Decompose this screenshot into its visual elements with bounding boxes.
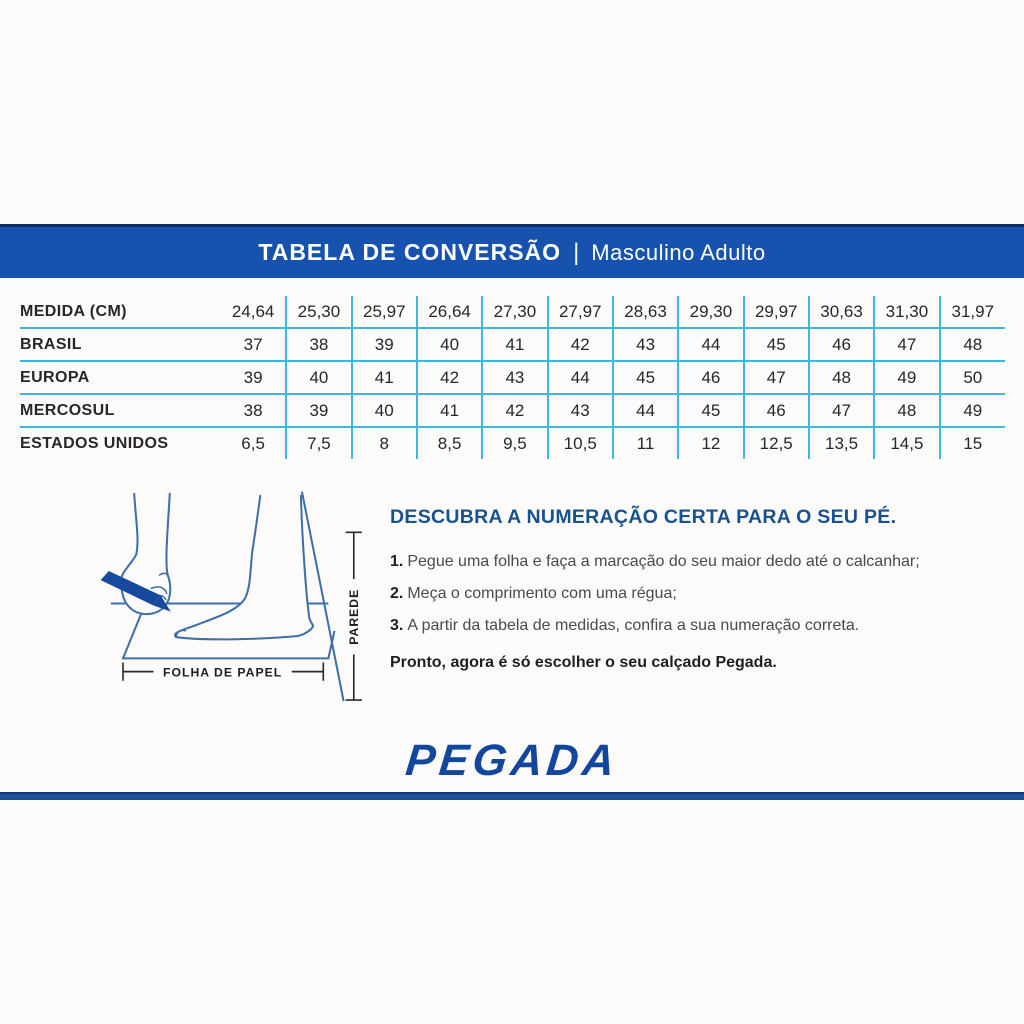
paper-label: FOLHA DE PAPEL: [163, 665, 283, 680]
banner-separator: |: [573, 238, 580, 266]
instruction-step-2: [390, 585, 980, 602]
row-label: EUROPA: [20, 361, 221, 394]
table-cell: 49: [874, 361, 939, 394]
table-cell: 46: [744, 394, 809, 427]
table-cell: 48: [874, 394, 939, 427]
table-cell: 31,97: [940, 296, 1005, 328]
row-label: MEDIDA (CM): [20, 296, 221, 328]
table-cell: 48: [940, 328, 1005, 361]
table-cell: 44: [548, 361, 613, 394]
table-cell: 24,64: [221, 296, 286, 328]
table-row: [20, 427, 1005, 459]
table-cell: 31,30: [874, 296, 939, 328]
table-cell: 42: [482, 394, 547, 427]
table-cell: 47: [744, 361, 809, 394]
table-cell: 39: [221, 361, 286, 394]
banner-subtitle: Masculino Adulto: [591, 239, 766, 265]
foot-measuring-illustration: [62, 483, 367, 723]
table-cell: 41: [482, 328, 547, 361]
table-cell: 43: [613, 328, 678, 361]
bottom-divider-bar: [0, 792, 1024, 800]
table-cell: 41: [417, 394, 482, 427]
table-cell: 39: [286, 394, 351, 427]
table-row: [20, 296, 1005, 328]
table-cell: 48: [809, 361, 874, 394]
table-row: [20, 394, 1005, 427]
table-cell: 11: [613, 427, 678, 459]
instruction-step-1: [390, 553, 980, 570]
table-cell: 8: [352, 427, 417, 459]
table-cell: 25,97: [352, 296, 417, 328]
table-cell: 43: [548, 394, 613, 427]
table-row: [20, 328, 1005, 361]
table-cell: 9,5: [482, 427, 547, 459]
table-cell: 40: [417, 328, 482, 361]
step-number: 1.: [390, 553, 404, 570]
table-cell: 49: [940, 394, 1005, 427]
table-cell: 38: [286, 328, 351, 361]
table-cell: 47: [809, 394, 874, 427]
table-cell: 45: [744, 328, 809, 361]
table-cell: 44: [678, 328, 743, 361]
row-label: BRASIL: [20, 328, 221, 361]
table-cell: 37: [221, 328, 286, 361]
instruction-step-3: [390, 617, 980, 634]
table-cell: 8,5: [417, 427, 482, 459]
table-cell: 27,30: [482, 296, 547, 328]
table-cell: 15: [940, 427, 1005, 459]
step-number: 3.: [390, 617, 404, 634]
table-cell: 6,5: [241, 433, 265, 453]
size-table-body: [20, 296, 1005, 459]
table-cell: 42: [417, 361, 482, 394]
wall-label: PAREDE: [346, 588, 361, 645]
table-cell: 38: [221, 394, 286, 427]
table-row: [20, 361, 1005, 394]
table-cell: 46: [809, 328, 874, 361]
table-cell: 40: [352, 394, 417, 427]
table-cell: 29,30: [678, 296, 743, 328]
size-conversion-table: [20, 296, 1005, 459]
table-cell: 50: [940, 361, 1005, 394]
table-cell: 12,5: [744, 427, 809, 459]
step-number: 2.: [390, 585, 404, 602]
table-cell: 10,5: [548, 427, 613, 459]
row-label: ESTADOS UNIDOS: [20, 434, 169, 452]
table-cell: 30,63: [809, 296, 874, 328]
brand-logo-text: PEGADA: [403, 736, 621, 785]
table-cell: 28,63: [613, 296, 678, 328]
step-text: A partir da tabela de medidas, confira a sua numeração correta.: [407, 617, 860, 634]
table-cell: 29,97: [744, 296, 809, 328]
table-cell: 12: [678, 427, 743, 459]
title-banner: [0, 224, 1024, 278]
table-cell: 14,5: [874, 427, 939, 459]
table-cell: 43: [482, 361, 547, 394]
table-cell: 41: [352, 361, 417, 394]
table-cell: 27,97: [548, 296, 613, 328]
foot-fill: [175, 496, 313, 640]
table-cell: 25,30: [286, 296, 351, 328]
brand-logo: [0, 736, 1024, 786]
table-cell: 26,64: [417, 296, 482, 328]
table-cell: 45: [613, 361, 678, 394]
instructions-heading: DESCUBRA A NUMERAÇÃO CERTA PARA O SEU PÉ.: [390, 506, 897, 528]
table-cell: 40: [286, 361, 351, 394]
table-cell: 39: [352, 328, 417, 361]
table-cell: 44: [613, 394, 678, 427]
step-text: Meça o comprimento com uma régua;: [407, 585, 677, 602]
instructions-section: [390, 506, 980, 688]
closing-text: Pronto, agora é só escolher o seu calçado Pegada.: [390, 654, 777, 671]
size-table-container: [20, 296, 1005, 459]
banner-title: TABELA DE CONVERSÃO: [258, 239, 562, 265]
table-cell: 45: [678, 394, 743, 427]
row-label: MERCOSUL: [20, 394, 221, 427]
table-cell: 46: [678, 361, 743, 394]
table-cell: 7,5: [286, 427, 351, 459]
step-text: Pegue uma folha e faça a marcação do seu maior dedo até o calcanhar;: [407, 553, 920, 570]
table-cell: 42: [548, 328, 613, 361]
table-cell: 47: [874, 328, 939, 361]
table-cell: 13,5: [809, 427, 874, 459]
foot-measuring-diagram: [62, 483, 367, 723]
